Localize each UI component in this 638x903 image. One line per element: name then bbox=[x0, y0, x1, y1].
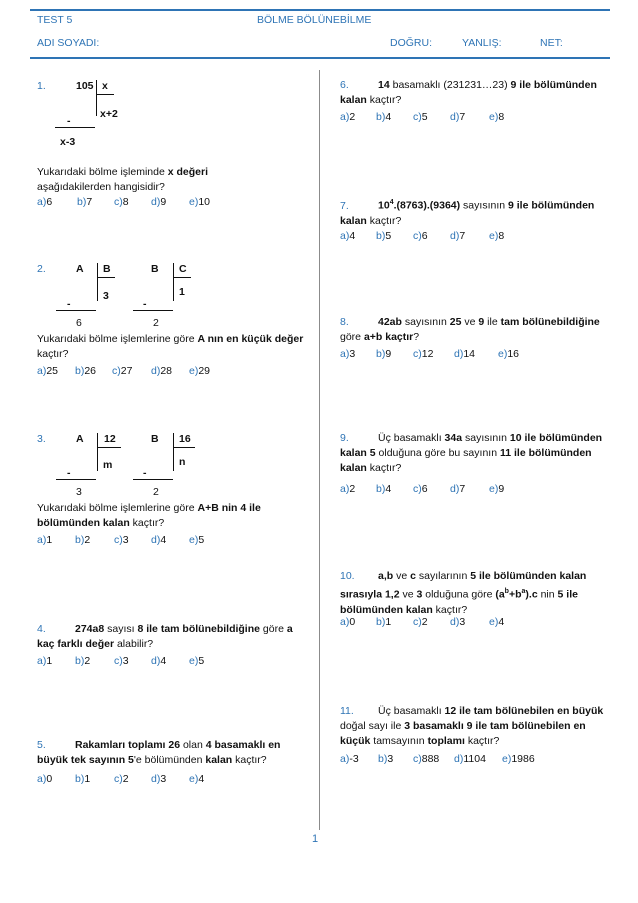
q2-dividend-1: A bbox=[76, 263, 84, 275]
q11-option-b[interactable]: b)3 bbox=[378, 753, 394, 765]
q2-vbar-1 bbox=[97, 263, 98, 301]
q7-body bbox=[340, 195, 616, 229]
q11-t2: 12 ile tam bölünebilen en büyük bbox=[444, 705, 604, 717]
q10-t8: olduğuna göre bbox=[422, 588, 496, 601]
q8-option-b[interactable]: b)9 bbox=[376, 348, 392, 360]
q8-t5: 9 bbox=[478, 316, 485, 328]
q3-subtract-line-2 bbox=[133, 479, 173, 480]
q9-t7: kaçtır? bbox=[366, 462, 402, 474]
q8-body bbox=[340, 315, 616, 345]
q2-quotient-1: 3 bbox=[103, 290, 109, 302]
q7-option-a[interactable]: a)4 bbox=[340, 230, 356, 242]
q2-dividend-2: B bbox=[151, 263, 159, 275]
q3-vbar-2 bbox=[173, 433, 174, 471]
wrong-label: YANLIŞ: bbox=[462, 37, 502, 49]
q9-option-e[interactable]: e)9 bbox=[489, 483, 505, 495]
q5-option-a[interactable]: a)0 bbox=[37, 773, 53, 785]
q9-option-a[interactable]: a)2 bbox=[340, 483, 356, 495]
q3-body bbox=[37, 501, 313, 531]
q8-t9: a+b kaçtır bbox=[363, 331, 414, 343]
q3-vbar-1 bbox=[97, 433, 98, 471]
q1-body bbox=[37, 165, 313, 195]
header-bottom-rule bbox=[30, 57, 610, 59]
q2-divisor-1: B bbox=[103, 263, 111, 275]
q10-t14: kaçtır? bbox=[432, 603, 468, 616]
q7-option-e[interactable]: e)8 bbox=[489, 230, 505, 242]
q8-t8: göre bbox=[340, 331, 364, 343]
q2-vbar-2 bbox=[173, 263, 174, 301]
q7-option-b[interactable]: b)5 bbox=[376, 230, 392, 242]
q11-t1: Üç basamaklı bbox=[378, 705, 445, 717]
q11-option-e[interactable]: e)1986 bbox=[502, 753, 535, 765]
q5-number: 5. bbox=[37, 739, 46, 751]
q1-hbar bbox=[96, 94, 114, 95]
q11-number: 11. bbox=[340, 705, 354, 717]
net-label: NET: bbox=[540, 37, 563, 49]
q8-t2: sayısının bbox=[401, 316, 450, 328]
page-title: BÖLME BÖLÜNEBİLME bbox=[257, 14, 372, 26]
q3-divisor-2: 16 bbox=[179, 433, 191, 445]
q5-t4: 'e bölümünden bbox=[133, 754, 206, 766]
q3-remainder-1: 3 bbox=[76, 486, 82, 498]
q1-quotient: x+2 bbox=[100, 108, 118, 120]
q1-divisor: x bbox=[102, 80, 108, 92]
q10-t3: c bbox=[410, 570, 416, 582]
q1-option-d[interactable]: d)9 bbox=[151, 196, 167, 208]
q2-minus-1: - bbox=[67, 298, 71, 310]
q3-hbar-2 bbox=[173, 447, 195, 448]
q4-number: 4. bbox=[37, 623, 46, 635]
q9-t1: Üç basamaklı bbox=[378, 432, 445, 444]
q8-option-e[interactable]: e)16 bbox=[498, 348, 520, 360]
q3-text-b: A+B nin 4 ile bölümünden kalan bbox=[37, 502, 261, 529]
q7-t4: 9 ile bölümünden kalan bbox=[340, 199, 595, 227]
q6-body bbox=[340, 78, 616, 108]
q11-t7: kaçtır? bbox=[464, 735, 500, 747]
q2-text-c: kaçtır? bbox=[37, 348, 69, 360]
q9-t3: sayısının bbox=[462, 432, 510, 444]
q1-option-a[interactable]: a)6 bbox=[37, 196, 53, 208]
q5-option-d[interactable]: d)3 bbox=[151, 773, 167, 785]
q11-t4: 3 basamaklı 9 ile tam bölünebilen en küçük bbox=[340, 720, 586, 747]
q6-option-c[interactable]: c)5 bbox=[413, 111, 428, 123]
q3-number: 3. bbox=[37, 433, 46, 445]
q1-number: 1. bbox=[37, 80, 46, 92]
q2-option-a[interactable]: a)25 bbox=[37, 365, 59, 377]
q1-option-c[interactable]: c)8 bbox=[114, 196, 129, 208]
q9-t2: 34a bbox=[444, 432, 463, 444]
q4-option-d[interactable]: d)4 bbox=[151, 655, 167, 667]
q9-t6: 11 ile bölümünden kalan bbox=[340, 447, 592, 474]
q3-option-c[interactable]: c)3 bbox=[114, 534, 129, 546]
q4-t2: sayısı bbox=[104, 623, 138, 635]
q10-t2: ve bbox=[393, 570, 411, 582]
q4-option-b[interactable]: b)2 bbox=[75, 655, 91, 667]
q4-option-c[interactable]: c)3 bbox=[114, 655, 129, 667]
page-number: 1 bbox=[312, 833, 319, 845]
q1-text-a: Yukarıdaki bölme işleminde bbox=[37, 166, 168, 178]
q3-dividend-1: A bbox=[76, 433, 84, 445]
q5-option-c[interactable]: c)2 bbox=[114, 773, 129, 785]
q10-t9: (a bbox=[495, 588, 505, 601]
q5-t5: kalan bbox=[205, 754, 233, 766]
q3-divisor-1: 12 bbox=[104, 433, 116, 445]
q2-text-b: A nın en küçük değer bbox=[197, 333, 304, 345]
q9-t4: 10 ile bölümünden kalan 5 bbox=[340, 432, 603, 459]
q3-text-c: kaçtır? bbox=[129, 517, 165, 529]
q2-quotient-2: 1 bbox=[179, 286, 185, 298]
q11-body bbox=[340, 704, 616, 749]
q1-text-c: aşağıdakilerden hangisidir? bbox=[37, 181, 165, 193]
q3-remainder-2: 2 bbox=[153, 486, 159, 498]
q10-option-c[interactable]: c)2 bbox=[413, 616, 428, 628]
q4-t6: alabilir? bbox=[114, 638, 154, 650]
q2-body bbox=[37, 332, 313, 362]
q6-option-d[interactable]: d)7 bbox=[450, 111, 466, 123]
q11-t3: doğal sayı ile bbox=[340, 720, 405, 732]
q8-t4: ve bbox=[461, 316, 479, 328]
column-divider bbox=[319, 70, 320, 830]
q3-quotient-1: m bbox=[103, 459, 113, 471]
q7-option-c[interactable]: c)6 bbox=[413, 230, 428, 242]
q5-option-e[interactable]: e)4 bbox=[189, 773, 205, 785]
q10-t11: ).c bbox=[525, 588, 538, 601]
q7-t3: sayısının bbox=[460, 199, 508, 212]
q7-t2: .(8763).(9364) bbox=[393, 199, 461, 212]
q3-minus-2: - bbox=[143, 467, 147, 479]
q8-t6: ile bbox=[484, 316, 501, 328]
q4-body bbox=[37, 622, 313, 652]
name-label: ADI SOYADI: bbox=[37, 37, 100, 49]
q6-option-e[interactable]: e)8 bbox=[489, 111, 505, 123]
q11-option-d[interactable]: d)1104 bbox=[454, 753, 486, 765]
q5-t3: 4 basamaklı en büyük tek sayının 5 bbox=[37, 739, 281, 766]
q10-option-a[interactable]: a)0 bbox=[340, 616, 356, 628]
q1-minus: - bbox=[67, 115, 71, 127]
q2-remainder-2: 2 bbox=[153, 317, 159, 329]
q1-dividend: 105 bbox=[76, 80, 94, 92]
q2-remainder-1: 6 bbox=[76, 317, 82, 329]
q2-minus-2: - bbox=[143, 298, 147, 310]
q5-body bbox=[37, 738, 313, 768]
correct-label: DOĞRU: bbox=[390, 37, 432, 49]
q3-quotient-2: n bbox=[179, 456, 186, 468]
q11-t6: toplamı bbox=[427, 735, 465, 747]
q9-number: 9. bbox=[340, 432, 349, 444]
q7-t5: kaçtır? bbox=[366, 214, 402, 227]
q6-option-a[interactable]: a)2 bbox=[340, 111, 356, 123]
q3-dividend-2: B bbox=[151, 433, 159, 445]
q8-option-a[interactable]: a)3 bbox=[340, 348, 356, 360]
q2-text-a: Yukarıdaki bölme işlemlerine göre bbox=[37, 333, 198, 345]
q2-hbar-2 bbox=[173, 277, 191, 278]
q2-option-c[interactable]: c)27 bbox=[112, 365, 133, 377]
q3-minus-1: - bbox=[67, 467, 71, 479]
q2-option-d[interactable]: d)28 bbox=[151, 365, 173, 377]
q10-body bbox=[340, 569, 616, 618]
q9-t5: olduğuna göre bu sayının bbox=[375, 447, 500, 459]
q1-option-b[interactable]: b)7 bbox=[77, 196, 93, 208]
q2-divisor-2: C bbox=[179, 263, 187, 275]
q4-t5: a kaç farklı değer bbox=[37, 623, 293, 650]
q7-option-d[interactable]: d)7 bbox=[450, 230, 466, 242]
q8-number: 8. bbox=[340, 316, 349, 328]
q7-t1: 10 bbox=[378, 199, 390, 212]
q3-option-a[interactable]: a)1 bbox=[37, 534, 53, 546]
q9-body bbox=[340, 431, 616, 476]
q10-sup1: b bbox=[504, 588, 509, 595]
q7-number: 7. bbox=[340, 199, 349, 212]
q10-option-d[interactable]: d)3 bbox=[450, 616, 466, 628]
q10-t4: sayılarının bbox=[415, 570, 471, 582]
q10-number: 10. bbox=[340, 570, 355, 582]
q2-hbar-1 bbox=[97, 277, 115, 278]
q3-subtract-line-1 bbox=[56, 479, 96, 480]
q5-t2: olan bbox=[180, 739, 206, 751]
q2-subtract-line-2 bbox=[133, 310, 173, 311]
q6-t2: basamaklı (231231…23) bbox=[389, 79, 511, 91]
q5-t1: Rakamları toplamı 26 bbox=[75, 739, 181, 751]
q7-sup: 4 bbox=[389, 199, 394, 206]
q10-t7: 3 bbox=[416, 588, 423, 601]
q10-t5: 5 ile bölümünden kalan sırasıyla 1,2 bbox=[340, 570, 587, 601]
q1-subtract-line bbox=[55, 127, 95, 128]
q10-t13: 5 ile bölümünden kalan bbox=[340, 588, 578, 616]
test-label: TEST 5 bbox=[37, 14, 73, 26]
q1-text-b: x değeri bbox=[167, 166, 209, 178]
q5-option-b[interactable]: b)1 bbox=[75, 773, 91, 785]
q10-t6: ve bbox=[399, 588, 417, 601]
q10-option-e[interactable]: e)4 bbox=[489, 616, 505, 628]
header-top-rule bbox=[30, 9, 610, 11]
q11-option-a[interactable]: a)-3 bbox=[340, 753, 359, 765]
q10-sup2: a bbox=[521, 588, 526, 595]
q8-t10: ? bbox=[413, 331, 420, 343]
q4-option-a[interactable]: a)1 bbox=[37, 655, 53, 667]
q8-t3: 25 bbox=[449, 316, 462, 328]
q11-t5: tamsayının bbox=[370, 735, 428, 747]
q8-option-c[interactable]: c)12 bbox=[413, 348, 434, 360]
q2-option-e[interactable]: e)29 bbox=[189, 365, 211, 377]
q8-option-d[interactable]: d)14 bbox=[454, 348, 476, 360]
q10-t1: a,b bbox=[378, 570, 394, 582]
q1-vbar bbox=[96, 80, 97, 116]
q4-t3: 8 ile tam bölünebildiğine bbox=[137, 623, 260, 635]
q6-t4: kaçtır? bbox=[366, 94, 402, 106]
q2-option-b[interactable]: b)26 bbox=[75, 365, 97, 377]
q3-option-e[interactable]: e)5 bbox=[189, 534, 205, 546]
q8-t7: tam bölünebildiğine bbox=[500, 316, 600, 328]
q9-option-b[interactable]: b)4 bbox=[376, 483, 392, 495]
q8-t1: 42ab bbox=[378, 316, 402, 328]
q10-t12: nin bbox=[537, 588, 558, 601]
q1-remainder: x-3 bbox=[60, 136, 76, 148]
q9-option-d[interactable]: d)7 bbox=[450, 483, 466, 495]
q3-text-a: Yukarıdaki bölme işlemlerine göre bbox=[37, 502, 198, 514]
q3-hbar-1 bbox=[97, 447, 121, 448]
q10-option-b[interactable]: b)1 bbox=[376, 616, 392, 628]
q4-t1: 274a8 bbox=[75, 623, 105, 635]
q6-option-b[interactable]: b)4 bbox=[376, 111, 392, 123]
q4-option-e[interactable]: e)5 bbox=[189, 655, 205, 667]
q3-option-d[interactable]: d)4 bbox=[151, 534, 167, 546]
q6-t3: 9 ile bölümünden kalan bbox=[340, 79, 597, 106]
q11-option-c[interactable]: c)888 bbox=[413, 753, 440, 765]
q4-t4: göre bbox=[259, 623, 287, 635]
q2-number: 2. bbox=[37, 263, 46, 275]
q6-t1: 14 bbox=[378, 79, 390, 91]
q9-option-c[interactable]: c)6 bbox=[413, 483, 428, 495]
q5-t6: kaçtır? bbox=[232, 754, 267, 766]
q3-option-b[interactable]: b)2 bbox=[75, 534, 91, 546]
q10-t10: +b bbox=[508, 588, 522, 601]
q1-option-e[interactable]: e)10 bbox=[189, 196, 211, 208]
q6-number: 6. bbox=[340, 79, 349, 91]
q2-subtract-line-1 bbox=[56, 310, 96, 311]
